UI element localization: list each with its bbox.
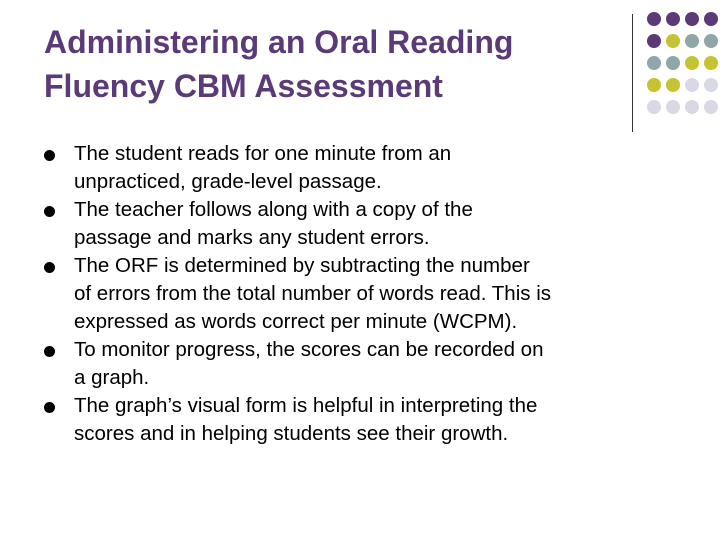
bullet-item	[44, 392, 704, 448]
bullet-text-line: The ORF is determined by subtracting the number	[74, 254, 530, 277]
bullet-text-line: a graph.	[74, 366, 150, 389]
decorative-dot	[704, 56, 718, 70]
decorative-dot	[647, 12, 661, 26]
decorative-dot	[685, 100, 699, 114]
bullet-text-line: To monitor progress, the scores can be recorded on	[74, 338, 544, 361]
decorative-dot	[647, 78, 661, 92]
bullet-list	[44, 140, 704, 448]
bullet-dot-icon	[44, 262, 55, 273]
decorative-dot	[666, 56, 680, 70]
decorative-dot	[685, 56, 699, 70]
bullet-dot-icon	[44, 346, 55, 357]
decorative-dot	[704, 78, 718, 92]
decorative-dot	[704, 12, 718, 26]
decorative-dot	[685, 34, 699, 48]
bullet-dot-icon	[44, 150, 55, 161]
decorative-dot-grid	[647, 12, 727, 132]
bullet-text-line: The student reads for one minute from an	[74, 142, 452, 165]
bullet-text-line: expressed as words correct per minute (WCPM).	[74, 310, 518, 333]
bullet-item	[44, 336, 704, 392]
decorative-dot	[704, 100, 718, 114]
bullet-text-line: scores and in helping students see their growth.	[74, 422, 509, 445]
decorative-dot	[666, 12, 680, 26]
vertical-divider	[632, 14, 633, 132]
decorative-dot	[647, 56, 661, 70]
bullet-text-line: passage and marks any student errors.	[74, 226, 430, 249]
bullet-text-line: The graph’s visual form is helpful in interpreting the	[74, 394, 538, 417]
decorative-dot	[647, 100, 661, 114]
decorative-dot	[685, 78, 699, 92]
bullet-text-line: of errors from the total number of words read. This is	[74, 282, 552, 305]
bullet-dot-icon	[44, 206, 55, 217]
decorative-dot	[666, 100, 680, 114]
bullet-dot-icon	[44, 402, 55, 413]
bullet-item	[44, 252, 704, 336]
decorative-dot	[666, 34, 680, 48]
slide-title-line: Fluency CBM Assessment	[44, 68, 443, 104]
decorative-dot	[685, 12, 699, 26]
decorative-dot	[666, 78, 680, 92]
bullet-item	[44, 196, 704, 252]
slide-title-line: Administering an Oral Reading	[44, 24, 514, 60]
slide-title	[44, 20, 604, 108]
decorative-dot	[647, 34, 661, 48]
bullet-text-line: unpracticed, grade-level passage.	[74, 170, 382, 193]
bullet-item	[44, 140, 704, 196]
decorative-dot	[704, 34, 718, 48]
bullet-text-line: The teacher follows along with a copy of the	[74, 198, 473, 221]
